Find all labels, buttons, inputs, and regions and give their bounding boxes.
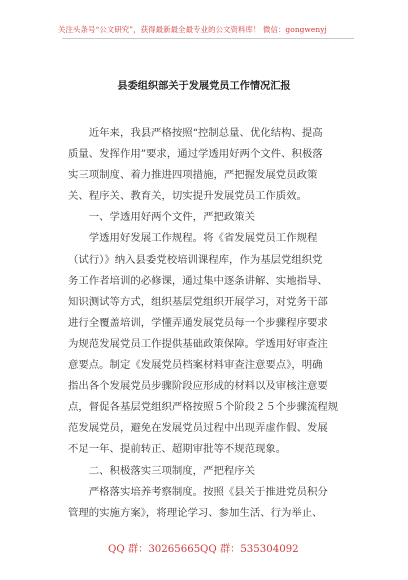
body-line: 意要点。制定《发展党员档案材料审查注意要点》，明确 [68,359,323,372]
body-line: 范发展党员，避免在发展党员过程中出现弄虚作假、发展 [68,422,328,435]
body-line: 学透用好发展工作规程。将《省发展党员工作规程 [68,232,318,245]
footer-qq-group-left: QQ 群：30265665 [108,544,201,555]
body-line: 为规范发展党员工作提供基础政策保障。学透用好审查注 [68,337,328,350]
body-text [68,123,344,524]
section-heading: 二、积极落实三项制度，严把程序关 [68,464,256,477]
body-line: 严格落实培养考察制度。按照《县关于推进党员积分 [68,485,328,498]
body-line: （试行）》纳入县委党校培训课程库，作为基层党组织党 [68,253,323,266]
header-note: 关注头条号“公文研究”，获得最新最全最专业的公文资料库！ 微信：gongwenyj [58,25,327,34]
header-divider [62,38,354,39]
body-line: 质量、发挥作用”要求，通过学透用好两个文件、积极落 [68,148,323,161]
body-line: 管理的实施方案》，将理论学习、参加生活、行为举止、 [68,506,323,519]
body-line: 知识测试等方式，组织基层党组织开展学习，对党务干部 [68,295,328,308]
body-line: 不足一年、提前转正、超期审批等不规范现象。 [68,443,287,456]
body-line: 实三项制度、着力推进四项措施，严把握发展党员政策 [68,169,318,182]
body-line: 指出各个发展党员步骤阶段应形成的材料以及审核注意要 [68,380,328,393]
body-line: 关、程序关、教育关，切实提升发展党员工作质效。 [68,190,307,203]
body-line: 近年来，我县严格按照“控制总量、优化结构、提高 [68,127,323,139]
body-line: 务工作者培训的必修课，通过集中逐条讲解、实地指导、 [68,274,328,287]
section-heading: 一、学透用好两个文件，严把政策关 [68,211,256,224]
body-line: 进行全覆盖培训，学懂弄通发展党员每一个步骤程序要求 [68,316,328,329]
footer-qq-group-right: QQ 群：535304092 [200,544,299,555]
body-line: 点，督促各基层党组织严格按照５个阶段２５个步骤流程规 [68,401,339,414]
document-title: 县委组织部关于发展党员工作情况汇报 [117,80,291,92]
